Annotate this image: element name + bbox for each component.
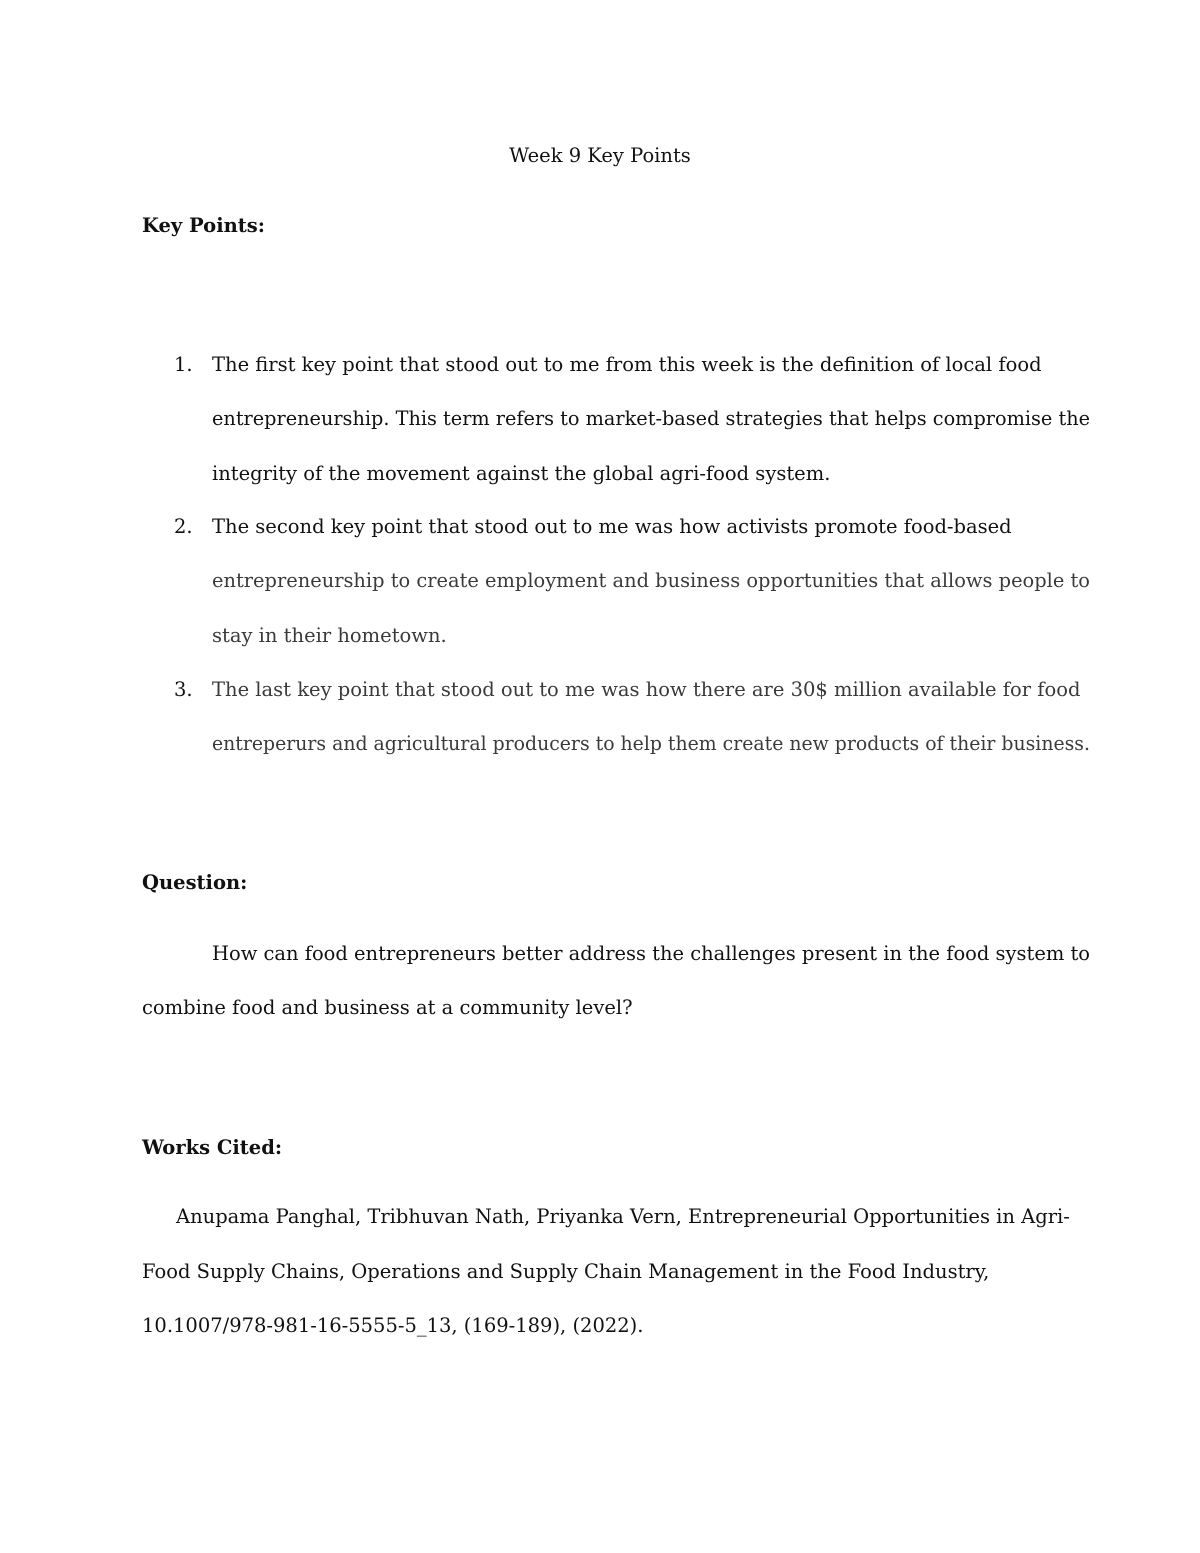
list-item-number: 3. [174, 678, 193, 701]
citation-line: 10.1007/978-981-16-5555-5_13, (169-189), (2022). [142, 1314, 644, 1337]
question-line: How can food entrepreneurs better address the challenges present in the food system to [212, 942, 1091, 965]
list-item-number: 2. [174, 515, 193, 538]
key-points-heading: Key Points: [142, 214, 265, 237]
list-item-line: entreperurs and agricultural producers to help them create new products of their business. [212, 732, 1090, 755]
list-item-line: integrity of the movement against the global agri-food system. [212, 462, 831, 485]
list-item-line: The second key point that stood out to me was how activists promote food-based [212, 515, 1012, 538]
list-item-line: entrepreneurship. This term refers to market-based strategies that helps compromise the [212, 407, 1091, 430]
question-heading: Question: [142, 871, 248, 894]
citation-line: Anupama Panghal, Tribhuvan Nath, Priyanka Vern, Entrepreneurial Opportunities in Agri- [176, 1205, 1070, 1228]
document-title: Week 9 Key Points [509, 144, 691, 167]
list-item-line: entrepreneurship to create employment and business opportunities that allows people to [212, 569, 1091, 592]
list-item-line: The last key point that stood out to me was how there are 30$ million available for food [212, 678, 1081, 701]
question-line: combine food and business at a community level? [142, 996, 633, 1019]
list-item-number: 1. [174, 353, 193, 376]
citation-line: Food Supply Chains, Operations and Supply Chain Management in the Food Industry, [142, 1260, 990, 1283]
list-item-line: The first key point that stood out to me from this week is the definition of local food [212, 353, 1042, 376]
works-cited-heading: Works Cited: [142, 1136, 283, 1159]
list-item-line: stay in their hometown. [212, 624, 447, 647]
